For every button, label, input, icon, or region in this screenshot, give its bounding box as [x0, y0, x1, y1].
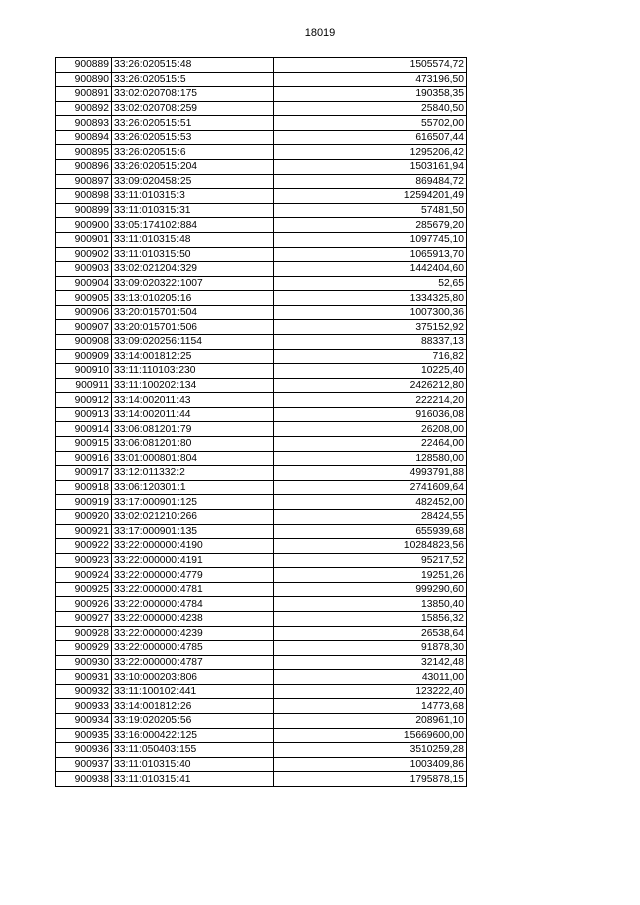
- table-row: [56, 276, 467, 291]
- value-cell: 91878,30: [274, 641, 467, 656]
- cadastral-value-table: [55, 57, 467, 787]
- cadastral-number-cell: 33:22:000000:4779: [112, 568, 274, 583]
- row-number-cell: 900914: [56, 422, 112, 437]
- table-row: [56, 553, 467, 568]
- value-cell: 222214,20: [274, 393, 467, 408]
- value-cell: 95217,52: [274, 553, 467, 568]
- value-cell: 1442404,60: [274, 262, 467, 277]
- value-cell: 12594201,49: [274, 189, 467, 204]
- table-row: [56, 174, 467, 189]
- cadastral-number-cell: 33:26:020515:5: [112, 72, 274, 87]
- value-cell: 473196,50: [274, 72, 467, 87]
- row-number-cell: 900915: [56, 437, 112, 452]
- row-number-cell: 900922: [56, 539, 112, 554]
- cadastral-number-cell: 33:10:000203:806: [112, 670, 274, 685]
- row-number-cell: 900907: [56, 320, 112, 335]
- table-row: [56, 305, 467, 320]
- cadastral-number-cell: 33:09:020256:1154: [112, 334, 274, 349]
- cadastral-number-cell: 33:12:011332:2: [112, 466, 274, 481]
- table-row: [56, 334, 467, 349]
- row-number-cell: 900916: [56, 451, 112, 466]
- cadastral-number-cell: 33:14:001812:26: [112, 699, 274, 714]
- table-row: [56, 364, 467, 379]
- table-row: [56, 568, 467, 583]
- row-number-cell: 900923: [56, 553, 112, 568]
- value-cell: 285679,20: [274, 218, 467, 233]
- row-number-cell: 900904: [56, 276, 112, 291]
- value-cell: 14773,68: [274, 699, 467, 714]
- table-row: [56, 247, 467, 262]
- table-row: [56, 684, 467, 699]
- value-cell: 482452,00: [274, 495, 467, 510]
- row-number-cell: 900902: [56, 247, 112, 262]
- cadastral-number-cell: 33:11:010315:3: [112, 189, 274, 204]
- table-row: [56, 393, 467, 408]
- value-cell: 2426212,80: [274, 378, 467, 393]
- cadastral-number-cell: 33:22:000000:4238: [112, 611, 274, 626]
- table-row: [56, 524, 467, 539]
- cadastral-number-cell: 33:22:000000:4784: [112, 597, 274, 612]
- table-row: [56, 480, 467, 495]
- table-row: [56, 641, 467, 656]
- value-cell: 1503161,94: [274, 160, 467, 175]
- row-number-cell: 900931: [56, 670, 112, 685]
- value-cell: 15856,32: [274, 611, 467, 626]
- cadastral-number-cell: 33:22:000000:4191: [112, 553, 274, 568]
- cadastral-number-cell: 33:02:021204:329: [112, 262, 274, 277]
- value-cell: 655939,68: [274, 524, 467, 539]
- row-number-cell: 900901: [56, 232, 112, 247]
- cadastral-number-cell: 33:11:010315:48: [112, 232, 274, 247]
- table-row: [56, 101, 467, 116]
- cadastral-number-cell: 33:13:010205:16: [112, 291, 274, 306]
- value-cell: 3510259,28: [274, 743, 467, 758]
- row-number-cell: 900889: [56, 58, 112, 73]
- cadastral-number-cell: 33:09:020322:1007: [112, 276, 274, 291]
- table-row: [56, 422, 467, 437]
- value-cell: 22464,00: [274, 437, 467, 452]
- value-cell: 88337,13: [274, 334, 467, 349]
- table-row: [56, 232, 467, 247]
- table-row: [56, 437, 467, 452]
- page-number: 18019: [304, 27, 336, 39]
- value-cell: 25840,50: [274, 101, 467, 116]
- value-cell: 57481,50: [274, 203, 467, 218]
- value-cell: 1295206,42: [274, 145, 467, 160]
- cadastral-number-cell: 33:14:001812:25: [112, 349, 274, 364]
- table-row: [56, 160, 467, 175]
- table-row: [56, 116, 467, 131]
- cadastral-number-cell: 33:09:020458:25: [112, 174, 274, 189]
- table-row: [56, 203, 467, 218]
- table-row: [56, 728, 467, 743]
- row-number-cell: 900897: [56, 174, 112, 189]
- row-number-cell: 900929: [56, 641, 112, 656]
- table-row: [56, 378, 467, 393]
- table-row: [56, 72, 467, 87]
- table-row: [56, 407, 467, 422]
- cadastral-number-cell: 33:05:174102:884: [112, 218, 274, 233]
- cadastral-number-cell: 33:14:002011:44: [112, 407, 274, 422]
- row-number-cell: 900917: [56, 466, 112, 481]
- table-row: [56, 218, 467, 233]
- table-row: [56, 87, 467, 102]
- value-cell: 716,82: [274, 349, 467, 364]
- row-number-cell: 900896: [56, 160, 112, 175]
- row-number-cell: 900909: [56, 349, 112, 364]
- row-number-cell: 900898: [56, 189, 112, 204]
- row-number-cell: 900938: [56, 772, 112, 787]
- row-number-cell: 900906: [56, 305, 112, 320]
- table-row: [56, 349, 467, 364]
- row-number-cell: 900899: [56, 203, 112, 218]
- cadastral-number-cell: 33:11:010315:50: [112, 247, 274, 262]
- row-number-cell: 900891: [56, 87, 112, 102]
- cadastral-number-cell: 33:26:020515:51: [112, 116, 274, 131]
- table-row: [56, 130, 467, 145]
- row-number-cell: 900903: [56, 262, 112, 277]
- cadastral-number-cell: 33:22:000000:4239: [112, 626, 274, 641]
- table-row: [56, 466, 467, 481]
- row-number-cell: 900912: [56, 393, 112, 408]
- table-row: [56, 597, 467, 612]
- value-cell: 4993791,88: [274, 466, 467, 481]
- cadastral-number-cell: 33:16:000422:125: [112, 728, 274, 743]
- table-row: [56, 699, 467, 714]
- value-cell: 190358,35: [274, 87, 467, 102]
- table-row: [56, 320, 467, 335]
- value-cell: 375152,92: [274, 320, 467, 335]
- row-number-cell: 900925: [56, 582, 112, 597]
- row-number-cell: 900937: [56, 757, 112, 772]
- cadastral-number-cell: 33:26:020515:53: [112, 130, 274, 145]
- cadastral-number-cell: 33:02:020708:259: [112, 101, 274, 116]
- value-cell: 869484,72: [274, 174, 467, 189]
- value-cell: 2741609,64: [274, 480, 467, 495]
- row-number-cell: 900918: [56, 480, 112, 495]
- row-number-cell: 900919: [56, 495, 112, 510]
- value-cell: 26208,00: [274, 422, 467, 437]
- cadastral-number-cell: 33:06:120301:1: [112, 480, 274, 495]
- row-number-cell: 900893: [56, 116, 112, 131]
- value-cell: 43011,00: [274, 670, 467, 685]
- value-cell: 1007300,36: [274, 305, 467, 320]
- table-row: [56, 509, 467, 524]
- cadastral-number-cell: 33:26:020515:6: [112, 145, 274, 160]
- cadastral-number-cell: 33:11:100102:441: [112, 684, 274, 699]
- row-number-cell: 900910: [56, 364, 112, 379]
- value-cell: 13850,40: [274, 597, 467, 612]
- table-row: [56, 670, 467, 685]
- value-cell: 52,65: [274, 276, 467, 291]
- value-cell: 10225,40: [274, 364, 467, 379]
- table-row: [56, 262, 467, 277]
- table-row: [56, 495, 467, 510]
- value-cell: 1065913,70: [274, 247, 467, 262]
- table-row: [56, 655, 467, 670]
- table-row: [56, 772, 467, 787]
- row-number-cell: 900932: [56, 684, 112, 699]
- row-number-cell: 900926: [56, 597, 112, 612]
- table-row: [56, 539, 467, 554]
- table-row: [56, 145, 467, 160]
- table-row: [56, 582, 467, 597]
- row-number-cell: 900933: [56, 699, 112, 714]
- cadastral-number-cell: 33:17:000901:125: [112, 495, 274, 510]
- table-row: [56, 626, 467, 641]
- value-cell: 1334325,80: [274, 291, 467, 306]
- row-number-cell: 900924: [56, 568, 112, 583]
- cadastral-number-cell: 33:11:010315:41: [112, 772, 274, 787]
- cadastral-number-cell: 33:11:010315:31: [112, 203, 274, 218]
- cadastral-number-cell: 33:11:050403:155: [112, 743, 274, 758]
- cadastral-number-cell: 33:22:000000:4190: [112, 539, 274, 554]
- cadastral-number-cell: 33:06:081201:79: [112, 422, 274, 437]
- cadastral-number-cell: 33:11:010315:40: [112, 757, 274, 772]
- row-number-cell: 900895: [56, 145, 112, 160]
- row-number-cell: 900934: [56, 714, 112, 729]
- value-cell: 32142,48: [274, 655, 467, 670]
- value-cell: 10284823,56: [274, 539, 467, 554]
- row-number-cell: 900921: [56, 524, 112, 539]
- table-row: [56, 58, 467, 73]
- value-cell: 26538,64: [274, 626, 467, 641]
- row-number-cell: 900930: [56, 655, 112, 670]
- row-number-cell: 900892: [56, 101, 112, 116]
- row-number-cell: 900890: [56, 72, 112, 87]
- row-number-cell: 900920: [56, 509, 112, 524]
- value-cell: 19251,26: [274, 568, 467, 583]
- cadastral-number-cell: 33:17:000901:135: [112, 524, 274, 539]
- value-cell: 1097745,10: [274, 232, 467, 247]
- cadastral-number-cell: 33:22:000000:4787: [112, 655, 274, 670]
- value-cell: 55702,00: [274, 116, 467, 131]
- cadastral-number-cell: 33:26:020515:204: [112, 160, 274, 175]
- value-cell: 916036,08: [274, 407, 467, 422]
- value-cell: 28424,55: [274, 509, 467, 524]
- row-number-cell: 900935: [56, 728, 112, 743]
- row-number-cell: 900908: [56, 334, 112, 349]
- value-cell: 15669600,00: [274, 728, 467, 743]
- table-row: [56, 743, 467, 758]
- value-cell: 128580,00: [274, 451, 467, 466]
- table-row: [56, 757, 467, 772]
- cadastral-number-cell: 33:02:020708:175: [112, 87, 274, 102]
- cadastral-number-cell: 33:20:015701:506: [112, 320, 274, 335]
- cadastral-number-cell: 33:22:000000:4781: [112, 582, 274, 597]
- row-number-cell: 900900: [56, 218, 112, 233]
- table-row: [56, 189, 467, 204]
- cadastral-number-cell: 33:02:021210:266: [112, 509, 274, 524]
- cadastral-number-cell: 33:26:020515:48: [112, 58, 274, 73]
- cadastral-number-cell: 33:19:020205:56: [112, 714, 274, 729]
- table-body: [56, 58, 467, 787]
- cadastral-number-cell: 33:01:000801:804: [112, 451, 274, 466]
- row-number-cell: 900913: [56, 407, 112, 422]
- value-cell: 123222,40: [274, 684, 467, 699]
- cadastral-number-cell: 33:14:002011:43: [112, 393, 274, 408]
- row-number-cell: 900927: [56, 611, 112, 626]
- row-number-cell: 900911: [56, 378, 112, 393]
- value-cell: 616507,44: [274, 130, 467, 145]
- cadastral-number-cell: 33:22:000000:4785: [112, 641, 274, 656]
- row-number-cell: 900936: [56, 743, 112, 758]
- value-cell: 1795878,15: [274, 772, 467, 787]
- cadastral-number-cell: 33:20:015701:504: [112, 305, 274, 320]
- table-row: [56, 291, 467, 306]
- row-number-cell: 900928: [56, 626, 112, 641]
- table-row: [56, 451, 467, 466]
- cadastral-number-cell: 33:11:100202:134: [112, 378, 274, 393]
- cadastral-number-cell: 33:06:081201:80: [112, 437, 274, 452]
- row-number-cell: 900894: [56, 130, 112, 145]
- value-cell: 999290,60: [274, 582, 467, 597]
- cadastral-number-cell: 33:11:110103:230: [112, 364, 274, 379]
- row-number-cell: 900905: [56, 291, 112, 306]
- value-cell: 1003409,86: [274, 757, 467, 772]
- table-row: [56, 611, 467, 626]
- value-cell: 208961,10: [274, 714, 467, 729]
- table-row: [56, 714, 467, 729]
- value-cell: 1505574,72: [274, 58, 467, 73]
